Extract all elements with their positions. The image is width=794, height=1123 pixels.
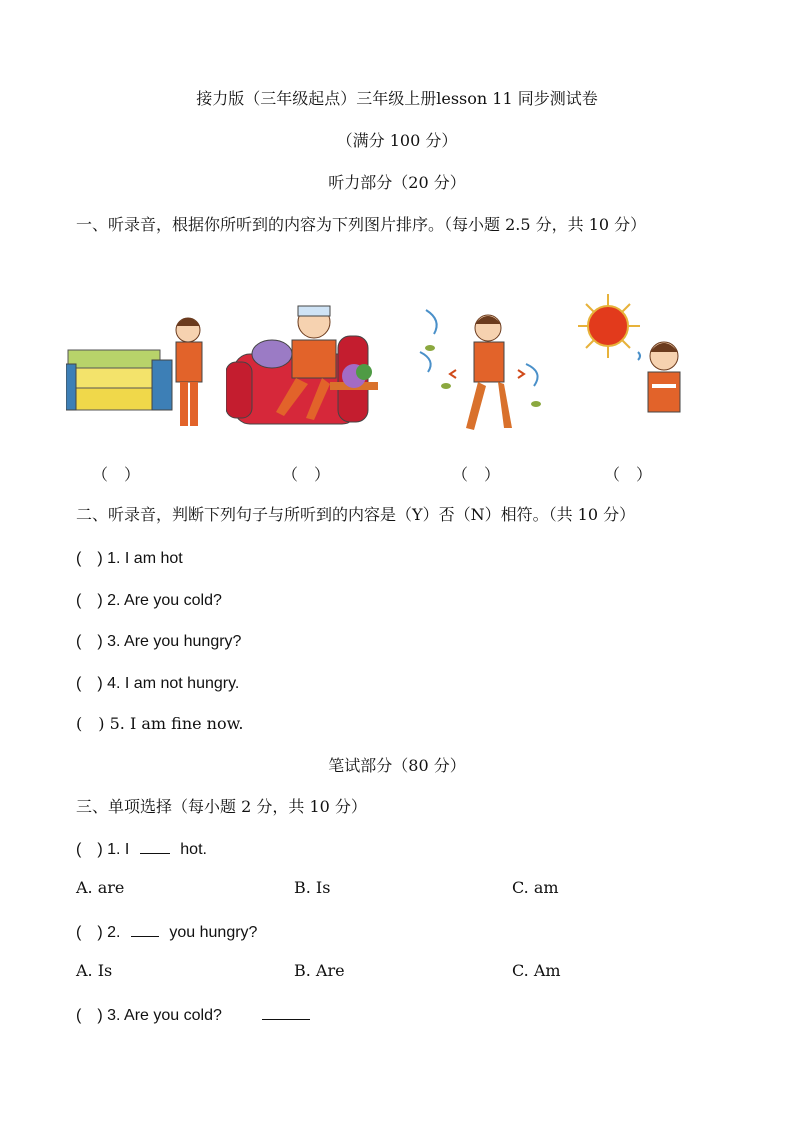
judgement-item-2 xyxy=(76,587,222,610)
listening-part-heading: 听力部分（20 分） xyxy=(328,173,466,192)
answer-paren[interactable]: ( ) xyxy=(76,714,105,733)
item-text: 2. Are you cold? xyxy=(107,592,222,609)
sick-boy-in-armchair-picture xyxy=(226,292,388,442)
answer-paren-4[interactable]: （ ） xyxy=(604,465,653,484)
judgement-item-3 xyxy=(76,628,241,651)
choice-question-2 xyxy=(76,919,257,942)
answer-paren-2[interactable]: （ ） xyxy=(282,465,331,484)
item-text: 3. Are you hungry? xyxy=(107,633,242,650)
answer-paren-1[interactable]: （ ） xyxy=(92,465,141,484)
boy-by-sofa-picture xyxy=(66,308,214,432)
full-score: （满分 100 分） xyxy=(336,131,458,150)
item-text: 5. I am fine now. xyxy=(109,714,244,733)
answer-paren[interactable]: ( ) xyxy=(76,675,103,692)
page-title: 接力版（三年级起点）三年级上册lesson 11 同步测试卷 xyxy=(196,89,598,108)
answer-paren[interactable]: ( ) xyxy=(76,924,103,941)
written-part-heading: 笔试部分（80 分） xyxy=(328,756,466,775)
fill-blank[interactable] xyxy=(140,853,170,854)
answer-paren[interactable]: ( ) xyxy=(76,633,103,650)
choice-question-1 xyxy=(76,836,207,859)
answer-paren-3[interactable]: （ ） xyxy=(452,465,501,484)
q1-option-b[interactable]: B. Is xyxy=(294,878,331,897)
judgement-item-4 xyxy=(76,670,239,693)
q1-option-a[interactable]: A. are xyxy=(76,878,125,897)
answer-paren[interactable]: ( ) xyxy=(76,1007,103,1024)
q1-option-c[interactable]: C. am xyxy=(512,878,559,897)
q2-option-a[interactable]: A. Is xyxy=(76,961,113,980)
hot-sun-boy-picture xyxy=(578,290,694,426)
section3-instruction: 三、单项选择（每小题 2 分，共 10 分） xyxy=(76,797,367,816)
q2-option-c[interactable]: C. Am xyxy=(512,961,561,980)
judgement-item-5 xyxy=(76,711,244,734)
question-prefix: 3. Are you cold? xyxy=(107,1007,222,1024)
item-text: 4. I am not hungry. xyxy=(107,675,240,692)
fill-blank[interactable] xyxy=(131,936,159,937)
cold-boy-in-wind-picture xyxy=(406,300,558,442)
answer-paren[interactable]: ( ) xyxy=(76,592,103,609)
question-suffix: hot. xyxy=(180,841,207,858)
answer-paren[interactable]: ( ) xyxy=(76,841,103,858)
answer-paren[interactable]: ( ) xyxy=(76,550,103,567)
question-suffix: you hungry? xyxy=(169,924,258,941)
choice-question-3 xyxy=(76,1002,310,1025)
judgement-item-1 xyxy=(76,545,183,568)
q2-option-b[interactable]: B. Are xyxy=(294,961,345,980)
section1-instruction: 一、听录音，根据你所听到的内容为下列图片排序。（每小题 2.5 分，共 10 分） xyxy=(76,215,647,234)
question-prefix: 2. xyxy=(107,924,121,941)
question-prefix: 1. I xyxy=(107,841,130,858)
fill-blank[interactable] xyxy=(262,1019,310,1020)
item-text: 1. I am hot xyxy=(107,550,183,567)
section2-instruction: 二、听录音，判断下列句子与所听到的内容是（Y）否（N）相符。（共 10 分） xyxy=(76,505,636,524)
